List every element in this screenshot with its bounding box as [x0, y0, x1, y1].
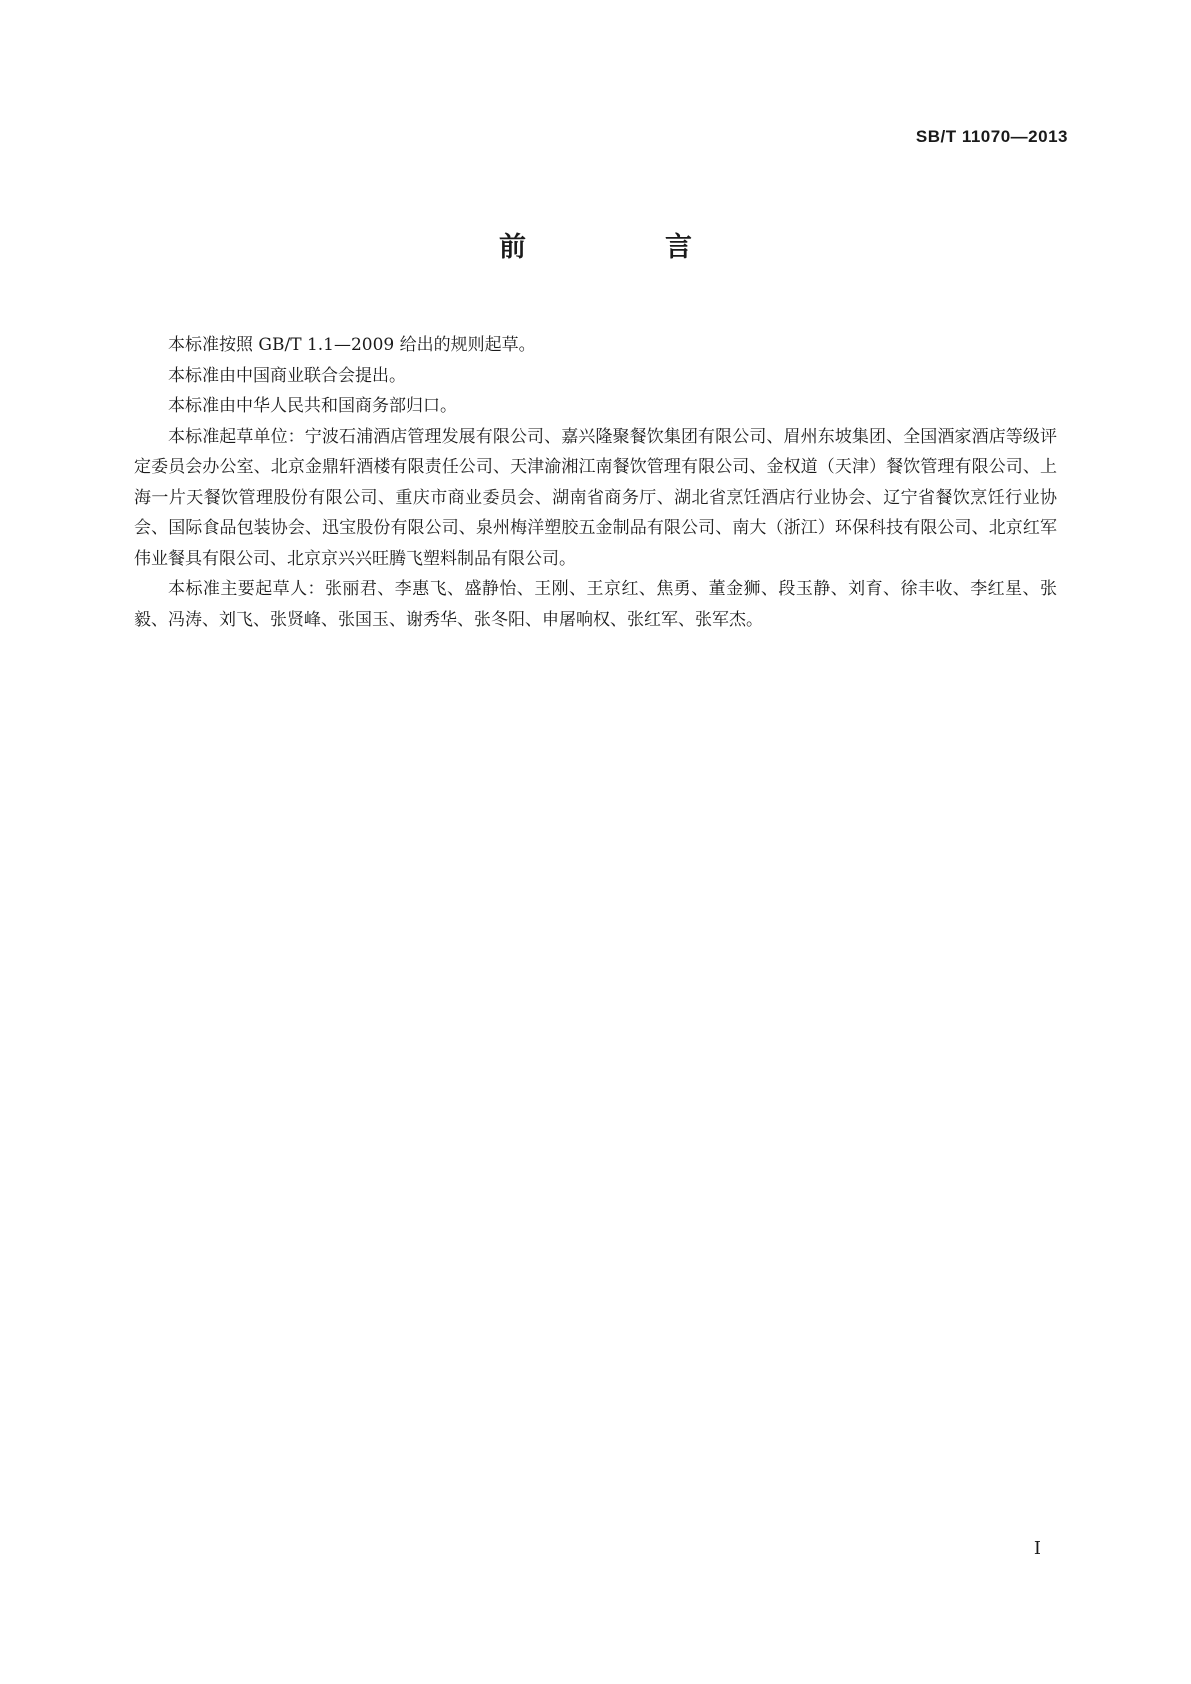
standard-number: SB/T 11070—2013: [915, 127, 1068, 146]
page-number: I: [1033, 1538, 1041, 1559]
paragraph-administration: 本标准由中华人民共和国商务部归口。: [168, 396, 457, 416]
paragraph-drafting-units: 本标准起草单位：宁波石浦酒店管理发展有限公司、嘉兴隆聚餐饮集团有限公司、眉州东坡集团、全国酒家酒店等级评定委员会办公室、北京金鼎轩酒楼有限责任公司、天津渝湘江南餐饮管理有限公司、金权道（天津）餐饮管理有限公司、上海一片天餐饮管理股份有限公司、重庆市商业委员会、湖南省商务厅、湖北省烹饪酒店行业协会、辽宁省餐饮烹饪行业协会、国际食品包装协会、迅宝股份有限公司、泉州梅洋塑胶五金制品有限公司、南大（浙江）环保科技有限公司、北京红军伟业餐具有限公司、北京京兴兴旺腾飞塑料制品有限公司。: [134, 426, 1057, 569]
paragraph-drafters: 本标准主要起草人：张丽君、李惠飞、盛静怡、王刚、王京红、焦勇、董金狮、段玉静、刘育、徐丰收、李红星、张毅、冯涛、刘飞、张贤峰、张国玉、谢秀华、张冬阳、申屠响权、张红军、张军杰。: [134, 579, 1057, 630]
page-title: 前 言: [499, 232, 748, 263]
paragraph-drafting-rules: 本标准按照 GB/T 1.1—2009 给出的规则起草。: [168, 335, 536, 355]
paragraph-proposer: 本标准由中国商业联合会提出。: [168, 365, 406, 386]
preface-body: [134, 330, 1057, 635]
